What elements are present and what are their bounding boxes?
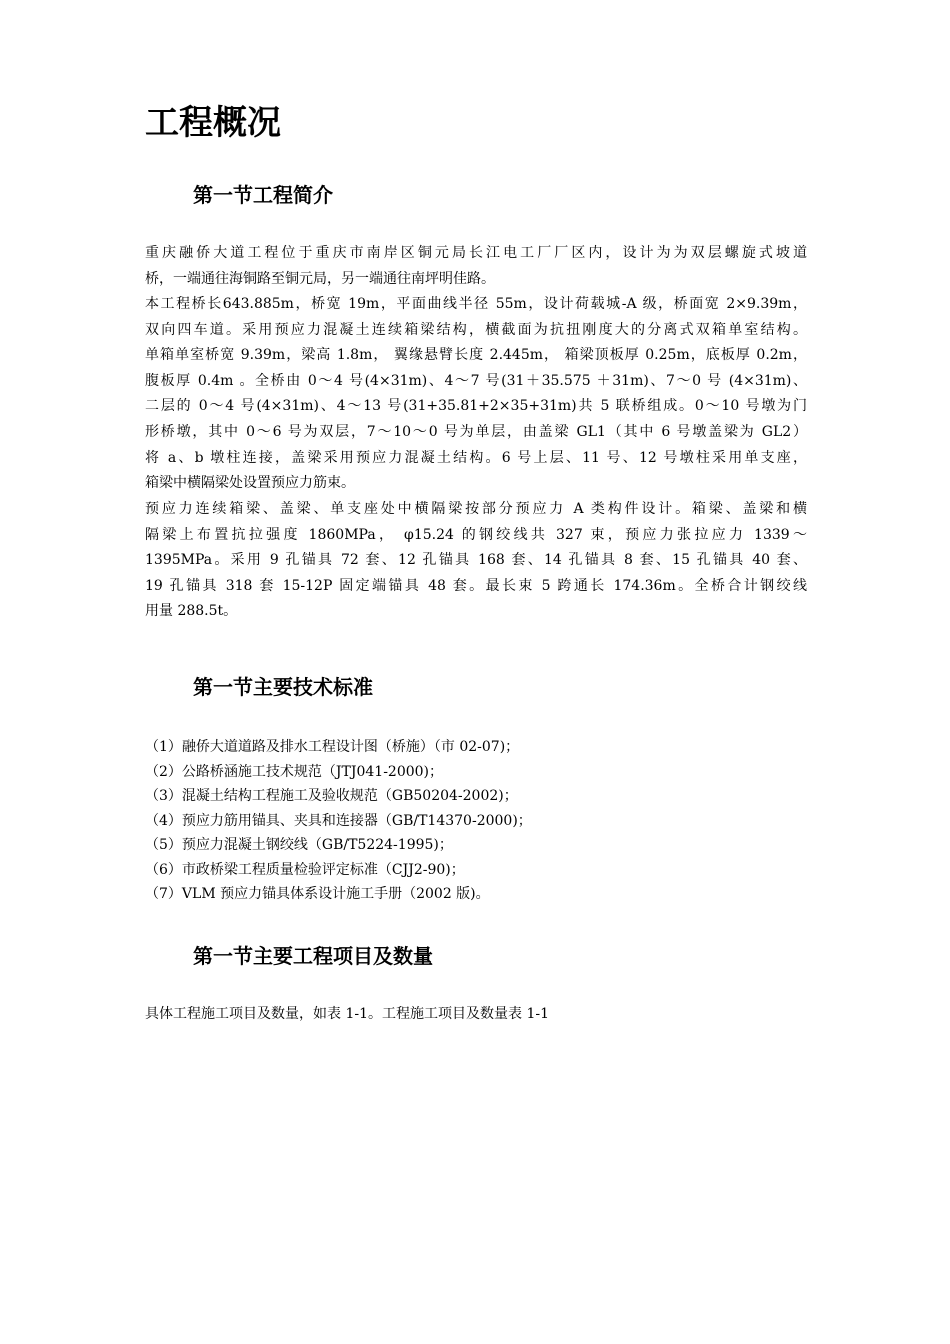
list-item: （4）预应力筋用锚具、夹具和连接器（GB/T14370-2000)； [145,812,532,829]
paragraph-line: 预应力连续箱梁、盖梁、单支座处中横隔梁按部分预应力 A 类构件设计。箱梁、盖梁和横 [145,501,807,517]
list-item: （7）VLM 预应力锚具体系设计施工手册（2002 版)。 [145,886,490,902]
section-heading-tech-standards: 第一节主要技术标准 [193,675,373,699]
list-item: （5）预应力混凝土钢绞线（GB/T5224-1995)； [145,837,453,853]
paragraph-line: 用量 288.5t。 [145,603,238,620]
list-item: （3）混凝土结构工程施工及验收规范（GB50204-2002)； [145,788,518,804]
paragraph-line: 形桥墩，其中 0～6 号为双层，7～10～0 号为单层，由盖梁 GL1（其中 6 号墩盖梁为 GL2） [145,423,807,440]
paragraph-line: 重庆融侨大道工程位于重庆市南岸区铜元局长江电工厂厂区内，设计为为双层螺旋式坡道 [145,245,807,261]
paragraph-line: 二层的 0～4 号(4×31m)、4～13 号(31+35.81+2×35+31m)共 5 联桥组成。0～10 号墩为门 [145,398,807,415]
list-item: （1）融侨大道道路及排水工程设计图（桥施）（市 02-07)； [145,739,520,755]
paragraph-line: 桥，一端通往海铜路至铜元局，另一端通往南坪明佳路。 [145,270,495,287]
paragraph-line: 本工程桥长643.885m，桥宽 19m，平面曲线半径 55m，设计荷载城-A 级，桥面宽 2×9.39m， [145,296,807,312]
paragraph-line: 双向四车道。采用预应力混凝土连续箱梁结构，横截面为抗扭刚度大的分离式双箱单室结构。 [145,321,807,338]
list-item: （2）公路桥涵施工技术规范（JTJ041-2000)； [145,763,444,780]
paragraph-location [145,241,807,292]
paragraph-work-items [145,1002,807,1028]
paragraph-line: 1395MPa。采用 9 孔锚具 72 套、12 孔锚具 168 套、14 孔锚具 8 套、15 孔锚具 40 套、 [145,552,807,569]
standards-list [145,735,807,907]
section-heading-work-items: 第一节主要工程项目及数量 [193,944,433,968]
paragraph-structure [145,292,807,497]
list-item: （6）市政桥梁工程质量检验评定标准（CJJ2-90)； [145,861,465,878]
paragraph-prestress [145,497,807,625]
paragraph-line: 单箱单室桥宽 9.39m，梁高 1.8m， 翼缘悬臂长度 2.445m， 箱梁顶板厚 0.25m，底板厚 0.2m， [145,347,807,364]
paragraph-line: 腹板厚 0.4m 。全桥由 0～4 号(4×31m)、4～7 号(31＋35.575 ＋31m)、7～0 号 (4×31m)、 [145,372,807,389]
paragraph-line: 19 孔锚具 318 套 15-12P 固定端锚具 48 套。最长束 5 跨通长 174.36m。全桥合计钢绞线 [145,577,807,594]
document-title: 工程概况 [145,103,281,143]
paragraph-line: 具体工程施工项目及数量，如表 1-1。工程施工项目及数量表 1-1 [145,1006,549,1022]
paragraph-line: 箱梁中横隔梁处设置预应力筋束。 [145,475,355,492]
section-heading-project-intro: 第一节工程简介 [193,183,333,207]
paragraph-line: 隔梁上布置抗拉强度 1860MPa， φ15.24 的钢绞线共 327 束，预应力张拉应力 1339～ [145,526,807,543]
paragraph-line: 将 a、b 墩柱连接，盖梁采用预应力混凝土结构。6 号上层、11 号、12 号墩柱采用单支座， [145,449,807,466]
